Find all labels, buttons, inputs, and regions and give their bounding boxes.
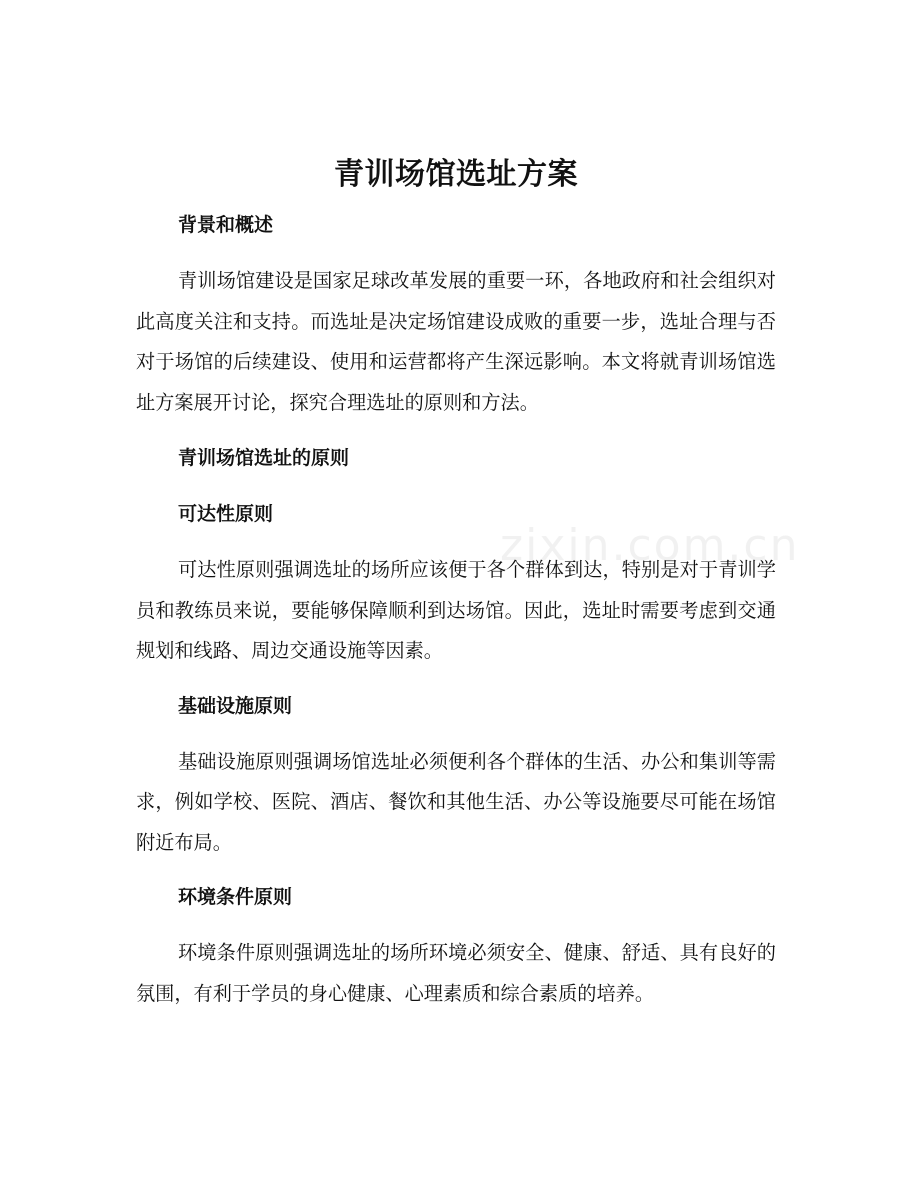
section-paragraph-infrastructure: 基础设施原则强调场馆选址必须便利各个群体的生活、办公和集训等需求，例如学校、医院、酒店、餐饮和其他生活、办公等设施要尽可能在场馆附近布局。 [136, 749, 776, 854]
section-heading-infrastructure: 基础设施原则 [178, 694, 293, 717]
section-heading-environment: 环境条件原则 [178, 886, 293, 908]
section-paragraph-background: 青训场馆建设是国家足球改革发展的重要一环，各地政府和社会组织对此高度关注和支持。而选址是决定场馆建设成败的重要一步，选址合理与否对于场馆的后续建设、使用和运营都将产生深远影响。本文将就青训场馆选址方案展开讨论，探究合理选址的原则和方法。 [136, 269, 776, 414]
document-title: 青训场馆选址方案 [334, 157, 578, 192]
section-heading-background: 背景和概述 [178, 214, 274, 236]
document-body [136, 150, 776, 1014]
section-heading-principles: 青训场馆选址的原则 [178, 447, 350, 469]
watermark: zixin.com.cn [500, 520, 800, 571]
section-paragraph-accessibility: 可达性原则强调选址的场所应该便于各个群体到达，特别是对于青训学员和教练员来说，要能够保障顺利到达场馆。因此，选址时需要考虑到交通规划和线路、周边交通设施等因素。 [136, 558, 776, 662]
section-heading-accessibility: 可达性原则 [178, 503, 274, 525]
section-paragraph-environment: 环境条件原则强调选址的场所环境必须安全、健康、舒适、具有良好的氛围，有利于学员的身心健康、心理素质和综合素质的培养。 [136, 941, 776, 1005]
